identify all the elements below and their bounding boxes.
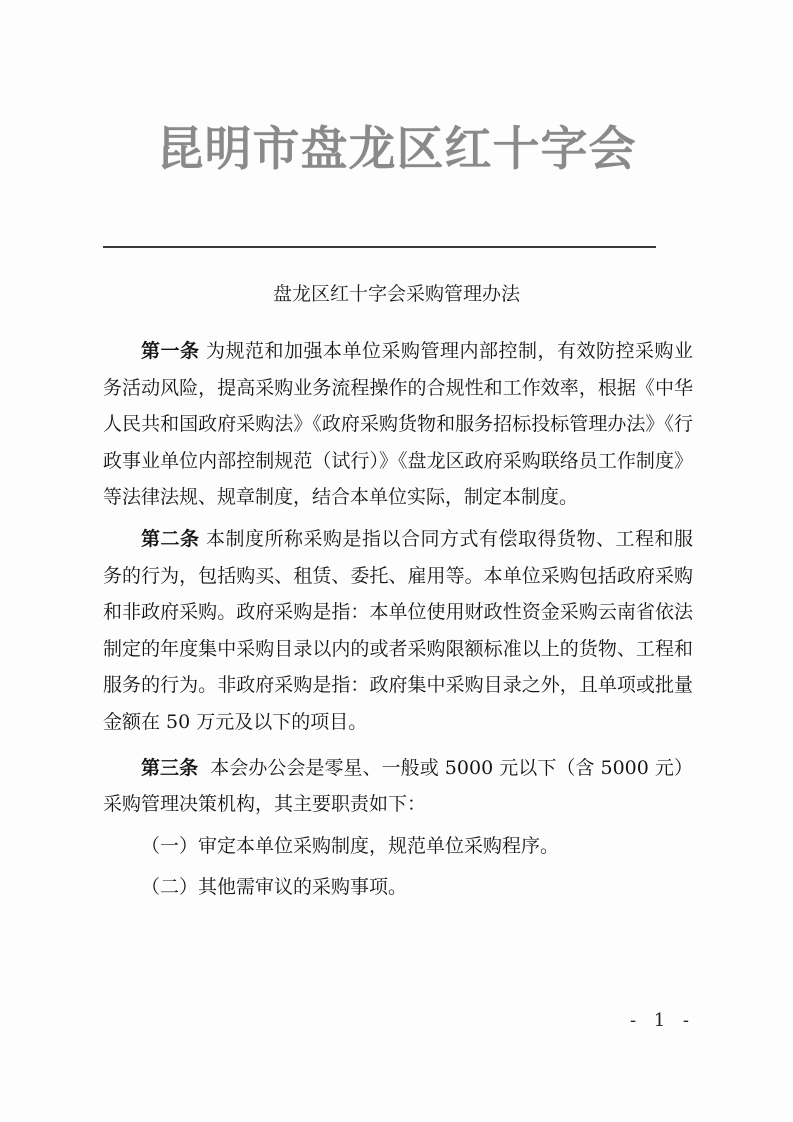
article-2-heading: 第二条 [141,527,200,550]
article-1 [103,333,693,516]
article-2-text: 本制度所称采购是指以合同方式有偿取得货物、工程和服务的行为，包括购买、租赁、委托、雇用等。本单位采购包括政府采购和非政府采购。政府采购是指：本单位使用财政性资金采购云南省依法制定的年度集中采购目录以内的或者采购限额标准以上的货物、工程和服务的行为。非政府采购是指：政府集中采购目录之外，且单项或批量金额在 50 万元及以下的项目。 [103,527,693,733]
letterhead-divider [103,246,656,248]
page-number: - 1 - [629,1010,695,1031]
article-3-text: 本会办公会是零星、一般或 5000 元以下（含 5000 元）采购管理决策机构，其主要职责如下： [103,756,693,816]
article-1-text: 为规范和加强本单位采购管理内部控制，有效防控采购业务活动风险，提高采购业务流程操作的合规性和工作效率，根据《中华人民共和国政府采购法》《政府采购货物和服务招标投标管理办法》《行政事业单位内部控制规范（试行）》《盘龙区政府采购联络员工作制度》等法律法规、规章制度，结合本单位实际，制定本制度。 [103,340,693,509]
document-body [103,333,693,906]
article-3 [103,750,693,823]
article-2 [103,521,693,741]
letterhead: 昆明市盘龙区红十字会 [156,122,637,177]
list-item-1: （一）审定本单位采购制度，规范单位采购程序。 [141,834,560,857]
article-1-heading: 第一条 [141,340,200,362]
article-3-heading: 第三条 [141,756,199,779]
list-item-2: （二）其他需审议的采购事项。 [141,876,408,899]
document-title: 盘龙区红十字会采购管理办法 [272,283,520,305]
